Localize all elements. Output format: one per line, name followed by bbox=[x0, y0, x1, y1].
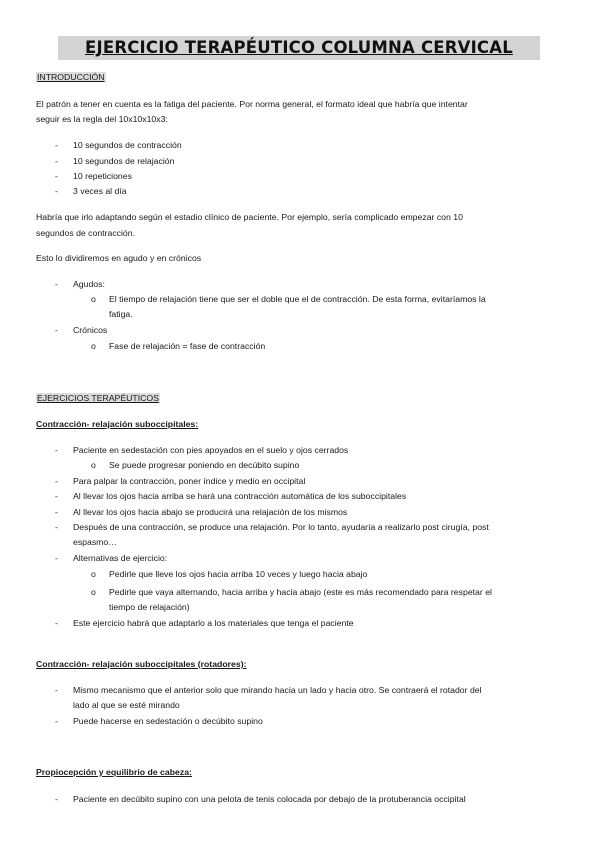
list-item: Este ejercicio habrá que adaptarlo a los materiales que tenga el paciente bbox=[73, 618, 354, 628]
sublist-item-cont: tiempo de relajación) bbox=[109, 602, 190, 612]
list-item: 10 segundos de relajación bbox=[73, 156, 175, 166]
section-heading-ejercicios: EJERCICIOS TERAPÉUTICOS bbox=[37, 393, 159, 403]
subsection-title: Contracción- relajación suboccipitales: bbox=[36, 419, 199, 429]
circle-bullet: o bbox=[91, 294, 96, 304]
list-item: 10 segundos de contracción bbox=[73, 140, 182, 150]
sublist-item: El tiempo de relajación tiene que ser el doble que el de contracción. De esta forma, evitaríamos la bbox=[109, 294, 486, 304]
list-item-cont: lado al que se esté mirando bbox=[73, 700, 180, 710]
list-item-cont: espasmo… bbox=[73, 537, 117, 547]
sublist-item: Pedirle que vaya alternando, hacia arriba y hacia abajo (este es más recomendado para respetar el bbox=[109, 587, 492, 597]
dash-bullet: - bbox=[55, 279, 58, 289]
paragraph-line: Habría que irlo adaptando según el estadio clínico de paciente. Por ejemplo, sería complicado empezar con 10 bbox=[36, 212, 463, 222]
list-item: 10 repeticiones bbox=[73, 171, 132, 181]
list-item-cronicos: Crónicos bbox=[73, 325, 108, 335]
sublist-item: Pedirle que lleve los ojos hacia arriba 10 veces y luego hacia abajo bbox=[109, 569, 368, 579]
dash-bullet: - bbox=[55, 716, 58, 726]
list-item: Al llevar los ojos hacia arriba se hará una contracción automática de los suboccipitales bbox=[73, 491, 407, 501]
list-item: Al llevar los ojos hacia abajo se producirá una relajación de los mismos bbox=[73, 507, 348, 517]
dash-bullet: - bbox=[55, 445, 58, 455]
dash-bullet: - bbox=[55, 140, 58, 150]
dash-bullet: - bbox=[55, 171, 58, 181]
dash-bullet: - bbox=[55, 553, 58, 563]
dash-bullet: - bbox=[55, 522, 58, 532]
circle-bullet: o bbox=[91, 341, 96, 351]
list-item: Puede hacerse en sedestación o decúbito supino bbox=[73, 716, 263, 726]
sublist-item-cont: fatiga. bbox=[109, 309, 133, 319]
sublist-item: Se puede progresar poniendo en decúbito supino bbox=[109, 460, 300, 470]
dash-bullet: - bbox=[55, 156, 58, 166]
page-title: EJERCICIO TERAPÉUTICO COLUMNA CERVICAL bbox=[58, 36, 540, 60]
paragraph-line: El patrón a tener en cuenta es la fatiga del paciente. Por norma general, el formato ideal que habría que intentar bbox=[36, 99, 468, 109]
list-item: Paciente en sedestación con pies apoyados en el suelo y ojos cerrados bbox=[73, 445, 349, 455]
paragraph-line: Esto lo dividiremos en agudo y en crónicos bbox=[36, 253, 202, 263]
circle-bullet: o bbox=[91, 587, 96, 597]
list-item-agudos: Agudos: bbox=[73, 279, 105, 289]
paragraph-line: segundos de contracción. bbox=[36, 228, 136, 238]
list-item: Mismo mecanismo que el anterior solo que mirando hacia un lado y hacia otro. Se contraerá el rotador del bbox=[73, 685, 482, 695]
list-item: Alternativas de ejercicio: bbox=[73, 553, 168, 563]
list-item: Para palpar la contracción, poner índice y medio en occipital bbox=[73, 476, 306, 486]
circle-bullet: o bbox=[91, 460, 96, 470]
subsection-title: Propiocepción y equilibrio de cabeza: bbox=[36, 767, 192, 777]
section-heading-introduccion: INTRODUCCIÓN bbox=[37, 72, 105, 82]
dash-bullet: - bbox=[55, 476, 58, 486]
dash-bullet: - bbox=[55, 507, 58, 517]
list-item: Paciente en decúbito supino con una pelota de tenis colocada por debajo de la protuberancia occipital bbox=[73, 794, 466, 804]
dash-bullet: - bbox=[55, 325, 58, 335]
list-item: Después de una contracción, se produce una relajación. Por lo tanto, ayudaría a realizarlo post cirugía, post bbox=[73, 522, 489, 532]
paragraph-line: seguir es la regla del 10x10x10x3: bbox=[36, 114, 168, 124]
dash-bullet: - bbox=[55, 491, 58, 501]
sublist-item: Fase de relajación = fase de contracción bbox=[109, 341, 266, 351]
dash-bullet: - bbox=[55, 186, 58, 196]
dash-bullet: - bbox=[55, 685, 58, 695]
list-item: 3 veces al día bbox=[73, 186, 127, 196]
circle-bullet: o bbox=[91, 569, 96, 579]
dash-bullet: - bbox=[55, 618, 58, 628]
subsection-title: Contracción- relajación suboccipitales (rotadores): bbox=[36, 659, 247, 669]
dash-bullet: - bbox=[55, 794, 58, 804]
